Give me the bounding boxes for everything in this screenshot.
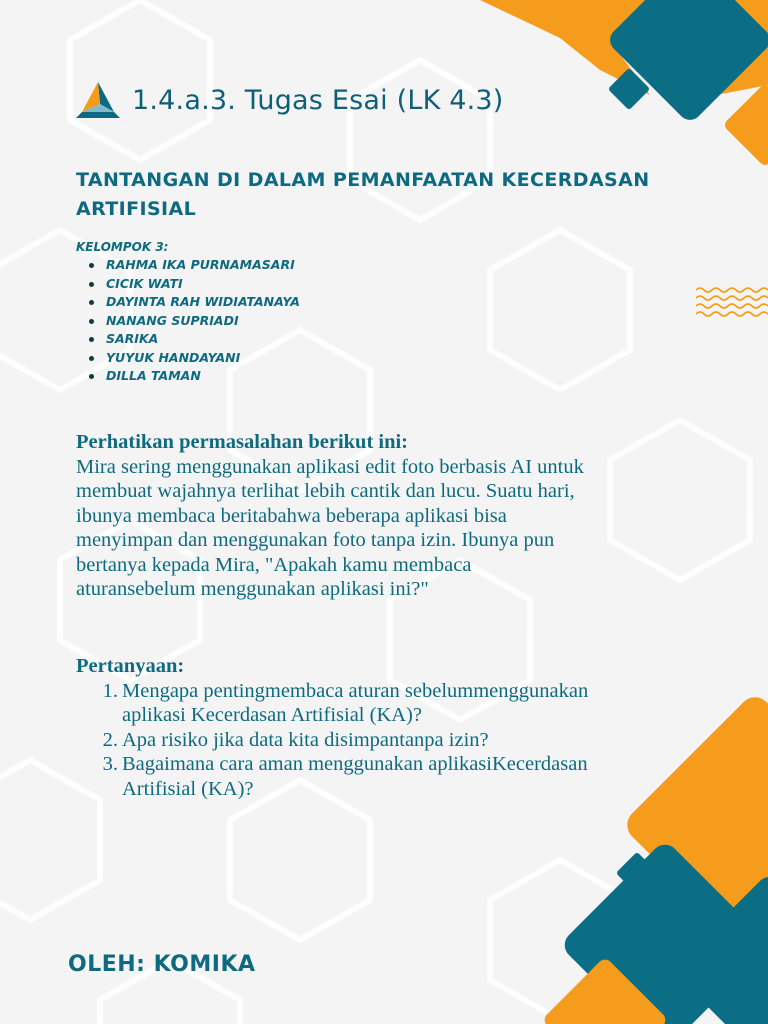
essay-heading: TANTANGAN DI DALAM PEMANFAATAN KECERDASAN ARTIFISIAL [76, 169, 650, 220]
question-item [76, 728, 716, 753]
problem-title: Perhatikan permasalahan berikut ini: [76, 431, 409, 453]
questions-title: Pertanyaan: [76, 655, 185, 677]
problem-line: ibunya membaca beritabahwa beberapa aplikasi bisa [76, 504, 507, 527]
member-item: DILLA TAMAN [106, 367, 300, 386]
question-line: Bagaimana cara aman menggunakan aplikasiKecerdasan [122, 753, 588, 775]
question-number: 3. [102, 753, 118, 775]
problem-line: bertanya kepada Mira, "Apakah kamu membaca [76, 553, 472, 576]
member-item: SARIKA [106, 330, 300, 349]
problem-line: menyimpan dan menggunakan foto tanpa izin. Ibunya pun [76, 529, 555, 551]
member-item: YUYUK HANDAYANI [106, 349, 300, 368]
question-line: Artifisial (KA)? [122, 777, 254, 800]
question-line: Mengapa pentingmembaca aturan sebelummenggunakan [122, 679, 589, 702]
author-footer: OLEH: KOMIKA [68, 952, 256, 977]
question-number: 2. [102, 728, 118, 751]
member-item: RAHMA IKA PURNAMASARI [106, 256, 300, 275]
member-item: NANANG SUPRIADI [106, 312, 300, 331]
problem-line: membuat wajahnya terlihat lebih cantik dan lucu. Suatu hari, [76, 480, 575, 502]
question-item [76, 752, 716, 801]
problem-line: aturansebelum menggunakan aplikasi ini?" [76, 578, 429, 600]
question-item [76, 679, 716, 728]
member-item: CICIK WATI [106, 275, 300, 294]
question-line: aplikasi Kecerdasan Artifisial (KA)? [122, 704, 422, 726]
question-list [76, 679, 716, 802]
problem-line: Mira sering menggunakan aplikasi edit foto berbasis AI untuk [76, 455, 584, 478]
member-list [76, 256, 300, 386]
questions-section [76, 654, 716, 801]
triangle-logo-icon [76, 82, 120, 118]
group-label: KELOMPOK 3: [76, 240, 169, 254]
question-line: Apa risiko jika data kita disimpantanpa izin? [122, 728, 489, 751]
problem-section [76, 430, 706, 602]
document-header [76, 82, 504, 118]
question-number: 1. [102, 679, 118, 702]
group-section [76, 238, 300, 386]
member-item: DAYINTA RAH WIDIATANAYA [106, 293, 300, 312]
document-title: 1.4.a.3. Tugas Esai (LK 4.3) [132, 84, 504, 116]
